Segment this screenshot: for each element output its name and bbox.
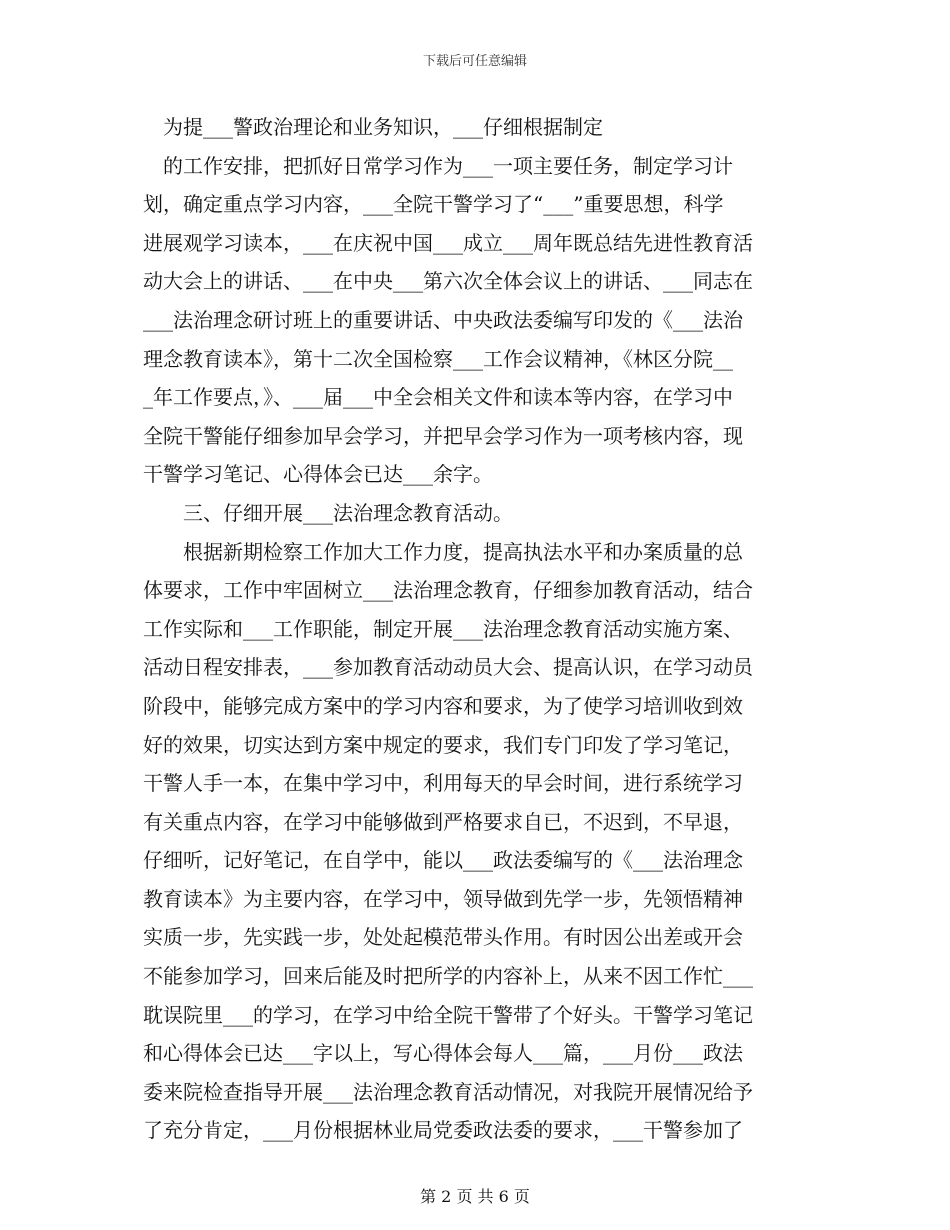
text-line: 耽误院里___的学习，在学习中给全院干警带了个好头。干警学习笔记 xyxy=(143,1002,753,1027)
text-line: 为提___警政治理论和业务知识，___仔细根据制定 xyxy=(143,115,603,139)
text-line: 理念教育读本》，第十二次全国检察___工作会议精神，《林区分院__ xyxy=(143,346,733,371)
text-line: 划，确定重点学习内容，___全院干警学习了“___”重要思想，科学 xyxy=(143,192,724,217)
text-line: ___法治理念研讨班上的重要讲话、中央政法委编写印发的《___法治 xyxy=(143,307,743,332)
text-line: 活动日程安排表，___参加教育活动动员大会、提高认识，在学习动员 xyxy=(143,655,753,680)
text-line: 和心得体会已达___字以上，写心得体会每人___篇，___月份___政法 xyxy=(143,1041,743,1066)
text-line: 工作实际和___工作职能，制定开展___法治理念教育活动实施方案、 xyxy=(143,616,743,641)
text-line: 体要求，工作中牢固树立___法治理念教育，仔细参加教育活动，结合 xyxy=(143,578,753,603)
section-heading: 三、仔细开展___法治理念教育活动。 xyxy=(143,500,513,525)
text-line: 进展观学习读本，___在庆祝中国___成立___周年既总结先进性教育活 xyxy=(143,230,753,255)
page-number: 第 2 页 共 6 页 xyxy=(420,1187,530,1206)
text-line: 全院干警能仔细参加早会学习，并把早会学习作为一项考核内容，现 xyxy=(143,423,743,448)
text-line: 不能参加学习，回来后能及时把所学的内容补上，从来不因工作忙___ xyxy=(143,964,753,989)
text-line: 实质一步，先实践一步，处处起模范带头作用。有时因公出差或开会 xyxy=(143,925,743,950)
text-line: 委来院检查指导开展___法治理念教育活动情况，对我院开展情况给予 xyxy=(143,1079,753,1104)
text-line: 干警学习笔记、心得体会已达___余字。 xyxy=(143,462,493,487)
page-header: 下载后可任意编辑 xyxy=(422,54,527,69)
text-line: 仔细听，记好笔记，在自学中，能以___政法委编写的《___法治理念 xyxy=(143,848,743,873)
text-line: 了充分肯定，___月份根据林业局党委政法委的要求，___干警参加了 xyxy=(143,1118,743,1143)
document-body xyxy=(143,108,811,1150)
text-line: 好的效果，切实达到方案中规定的要求，我们专门印发了学习笔记， xyxy=(143,732,743,757)
text-line: 的工作安排，把抓好日常学习作为___一项主要任务，制定学习计 xyxy=(143,153,733,178)
text-line: 有关重点内容，在学习中能够做到严格要求自已，不迟到，不早退， xyxy=(143,809,743,834)
text-line: 教育读本》为主要内容，在学习中，领导做到先学一步，先领悟精神 xyxy=(143,886,743,911)
text-line: _年工作要点，》、___届___中全会相关文件和读本等内容，在学习中 xyxy=(143,385,733,410)
text-line: 干警人手一本，在集中学习中，利用每天的早会时间，进行系统学习 xyxy=(143,771,743,796)
text-line: 阶段中，能够完成方案中的学习内容和要求，为了使学习培训收到效 xyxy=(143,693,743,718)
text-line: 动大会上的讲话、___在中央___第六次全体会议上的讲话、___同志在 xyxy=(143,269,753,294)
text-line: 根据新期检察工作加大工作力度，提高执法水平和办案质量的总 xyxy=(143,539,743,564)
